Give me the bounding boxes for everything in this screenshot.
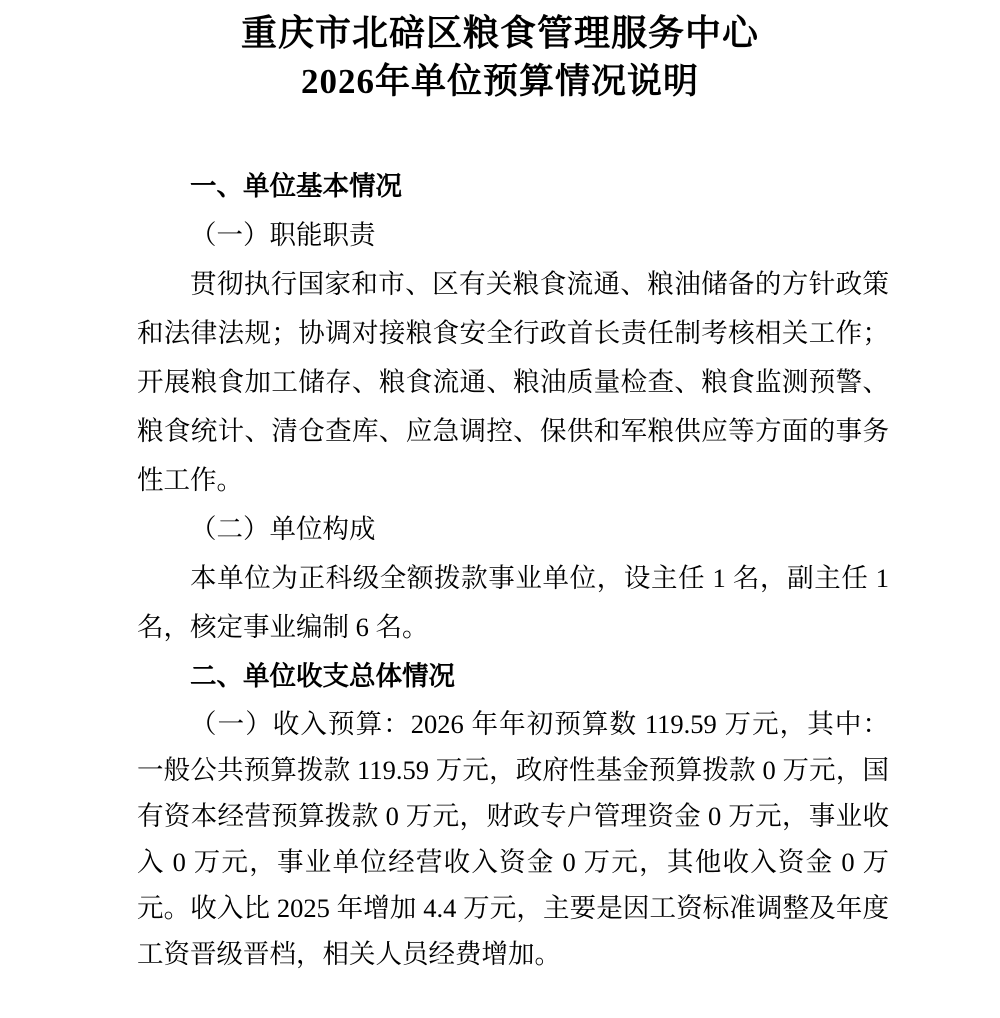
document-title-line2: 2026年单位预算情况说明: [300, 62, 699, 101]
subsection-heading-composition: （二）单位构成: [190, 514, 376, 544]
subsection-heading-functions: （一）职能职责: [190, 220, 376, 250]
document-title-line1: 重庆市北碚区粮食管理服务中心: [240, 13, 759, 53]
section-heading-revenue-expenditure: 二、单位收支总体情况: [190, 661, 455, 691]
document-title: [0, 0, 1000, 106]
paragraph-composition: 本单位为正科级全额拨款事业单位，设主任 1 名，副主任 1 名，核定事业编制 6 名。: [137, 563, 889, 642]
section-heading-basic-info: 一、单位基本情况: [190, 171, 402, 201]
paragraph-income-budget: （一）收入预算：2026 年年初预算数 119.59 万元，其中：一般公共预算拨款 119.59 万元，政府性基金预算拨款 0 万元，国有资本经营预算拨款 0 万元，财政专户管理资金 0 万元，事业收入 0 万元，事业单位经营收入资金 0 万元，其他收入资金 0 万元。收入比 2025 年增加 4.4 万元，主要是因工资标准调整及年度工资晋级晋档，相关人员经费增加。: [137, 709, 889, 969]
paragraph-functions: 贯彻执行国家和市、区有关粮食流通、粮油储备的方针政策和法律法规；协调对接粮食安全行政首长责任制考核相关工作；开展粮食加工储存、粮食流通、粮油质量检查、粮食监测预警、粮食统计、清仓查库、应急调控、保供和军粮供应等方面的事务性工作。: [137, 269, 889, 495]
document-body: [137, 162, 889, 977]
